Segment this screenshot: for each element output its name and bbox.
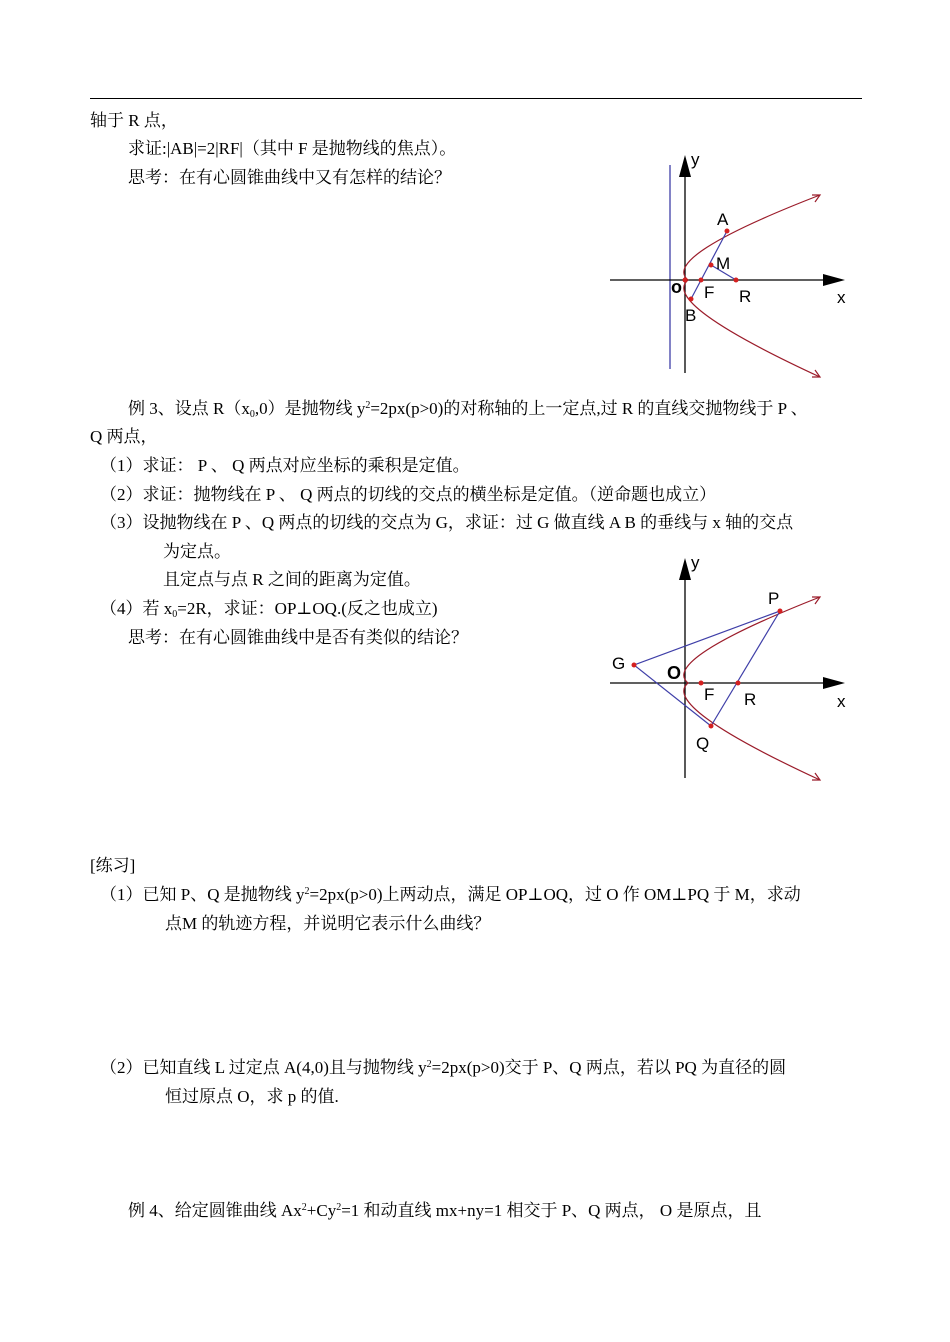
example-3-line-1: 例 3、设点 $R(x_0,0)$是抛物线 $y^2=2px(p>0)$的对称轴的上一定点,过 R 的直线交抛物线于 P 、 bbox=[128, 399, 808, 420]
question-3-line-2: 为定点。 bbox=[163, 542, 231, 561]
point-f bbox=[699, 278, 704, 283]
label-x: x bbox=[837, 692, 846, 711]
label-y: y bbox=[691, 150, 700, 169]
label-q: Q bbox=[696, 734, 710, 753]
text-line: 轴于 R 点， bbox=[90, 111, 178, 130]
question-3-line-3: 且定点与点 R 之间的距离为定值。 bbox=[163, 570, 421, 589]
label-b: B bbox=[685, 306, 697, 325]
label-x: x bbox=[837, 288, 846, 307]
point-m bbox=[709, 263, 714, 268]
point-a bbox=[725, 229, 730, 234]
point-f bbox=[699, 681, 704, 686]
label-r: R bbox=[739, 287, 752, 306]
y-axis-arrow bbox=[679, 155, 691, 177]
point-b bbox=[689, 297, 694, 302]
point-q bbox=[709, 724, 714, 729]
x-axis-arrow bbox=[823, 274, 845, 286]
question-3-line-1: （3）设抛物线在 P 、Q 两点的切线的交点为 G，求证：过 G 做直线 A B 的垂线与 x 轴的交点 bbox=[100, 513, 794, 532]
question-2: （2）求证：抛物线在 P 、 Q 两点的切线的交点的横坐标是定值。（逆命题也成立） bbox=[100, 485, 717, 504]
practice-1-line-1: （1）已知 P、Q 是抛物线 $y^2=2px(p>0)$上两动点，满足 OP⊥OQ，过 O 作 OM⊥PQ 于 M，求动 bbox=[100, 885, 801, 904]
point-p bbox=[778, 609, 783, 614]
label-p: P bbox=[768, 589, 780, 608]
practice-2-line-2: 恒过原点 O，求 p 的值. bbox=[165, 1087, 339, 1106]
practice-heading: [练习] bbox=[90, 856, 136, 875]
label-o: O bbox=[667, 663, 682, 683]
label-y: y bbox=[691, 553, 700, 572]
label-m: M bbox=[716, 254, 731, 273]
point-r bbox=[734, 278, 739, 283]
think-statement: 思考：在有心圆锥曲线中又有怎样的结论？ bbox=[128, 168, 451, 187]
practice-2-line-1: （2）已知直线 L 过定点 A(4,0)且与抛物线 $y^2=2px(p>0)$交于 P、Q 两点，若以 PQ 为直径的圆 bbox=[100, 1058, 787, 1077]
label-f: F bbox=[704, 283, 715, 302]
label-g: G bbox=[612, 654, 626, 673]
label-o: o bbox=[671, 277, 682, 297]
think-statement-2: 思考：在有心圆锥曲线中是否有类似的结论？ bbox=[128, 628, 468, 647]
practice-1-line-2: 点M 的轨迹方程，并说明它表示什么曲线？ bbox=[165, 914, 491, 933]
proof-statement: 求证:|AB|=2|RF|（其中 F 是抛物线的焦点）。 bbox=[128, 139, 457, 158]
example-4-line-1: 例 4、给定圆锥曲线 $Ax^2+Cy^2=1$ 和动直线 mx+ny=1 相交于 P、Q 两点， O 是原点，且 bbox=[128, 1201, 762, 1220]
header-rule bbox=[90, 98, 862, 99]
label-f: F bbox=[704, 685, 715, 704]
point-r bbox=[736, 681, 741, 686]
example-3-line-2: Q 两点， bbox=[90, 427, 158, 446]
question-1: （1）求证： P 、 Q 两点对应坐标的乘积是定值。 bbox=[100, 456, 470, 475]
tangent-gp bbox=[634, 611, 780, 665]
point-g bbox=[632, 663, 637, 668]
label-r: R bbox=[744, 690, 757, 709]
parabola-figure-1 bbox=[600, 145, 860, 385]
question-4: （4）若 $x_0=2R$，求证：OP⊥OQ.(反之也成立) bbox=[100, 599, 438, 620]
parabola-figure-2 bbox=[600, 550, 860, 785]
label-a: A bbox=[717, 210, 729, 229]
point-o bbox=[683, 278, 688, 283]
y-axis-arrow bbox=[679, 558, 691, 580]
x-axis-arrow bbox=[823, 677, 845, 689]
